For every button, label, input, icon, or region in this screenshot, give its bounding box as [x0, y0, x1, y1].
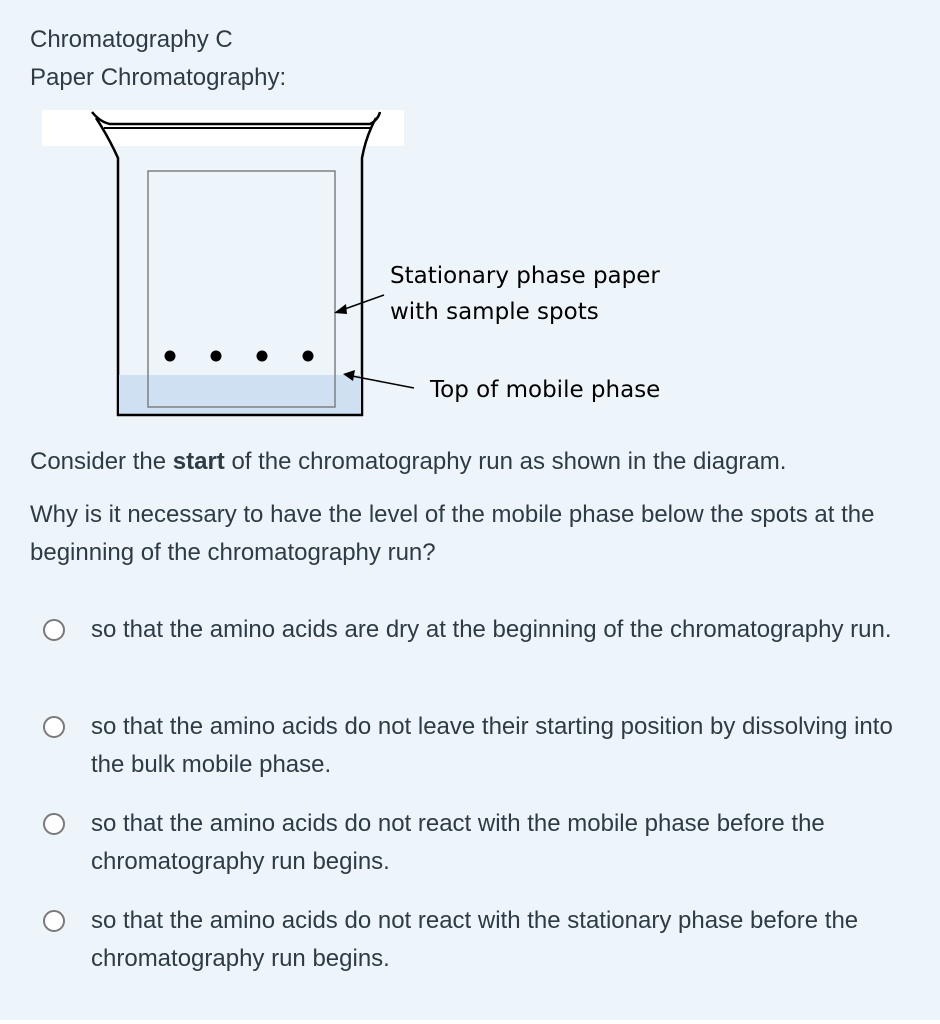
label-paper-line1: Stationary phase paper	[390, 263, 660, 289]
radio-button[interactable]	[43, 716, 65, 738]
prompt-bold: start	[172, 448, 225, 475]
beaker-wall-left	[96, 118, 118, 416]
answer-option-label[interactable]: so that the amino acids are dry at the beginning of the chromatography run.	[91, 616, 892, 643]
paper-arrow-head	[334, 304, 347, 314]
answer-option-label[interactable]: so that the amino acids do not react with the stationary phase before the chromatography run begins.	[91, 907, 859, 972]
answer-option-label[interactable]: so that the amino acids do not react with the mobile phase before the chromatography run begins.	[91, 810, 825, 875]
prompt-text-end: of the chromatography run as shown in the diagram.	[224, 448, 787, 475]
label-mobile: Top of mobile phase	[430, 377, 661, 403]
answer-option-4[interactable]	[40, 902, 900, 978]
answer-option-label[interactable]: so that the amino acids do not leave their starting position by dissolving into the bulk mobile phase.	[91, 713, 893, 778]
radio-button[interactable]	[43, 619, 65, 641]
question-subtitle: Paper Chromatography:	[30, 64, 287, 91]
answer-option-1[interactable]	[40, 611, 900, 649]
sample-spot	[257, 351, 268, 362]
radio-button[interactable]	[43, 813, 65, 835]
beaker-wall-right	[362, 118, 376, 416]
answer-option-3[interactable]	[40, 805, 900, 881]
mobile-phase	[119, 375, 361, 415]
sample-spot	[303, 351, 314, 362]
question-title: Chromatography C	[30, 26, 233, 53]
chromatography-diagram	[0, 100, 700, 430]
sample-spot	[211, 351, 222, 362]
question-text: Why is it necessary to have the level of the mobile phase below the spots at the beginning of the chromatography run?	[30, 501, 875, 566]
question-prompt	[30, 446, 786, 478]
radio-button[interactable]	[43, 910, 65, 932]
prompt-text: Consider the	[30, 448, 173, 475]
answer-option-2[interactable]	[40, 708, 900, 784]
sample-spots	[165, 351, 314, 362]
label-paper-line2: with sample spots	[390, 299, 599, 325]
sample-spot	[165, 351, 176, 362]
stationary-paper	[148, 171, 335, 407]
